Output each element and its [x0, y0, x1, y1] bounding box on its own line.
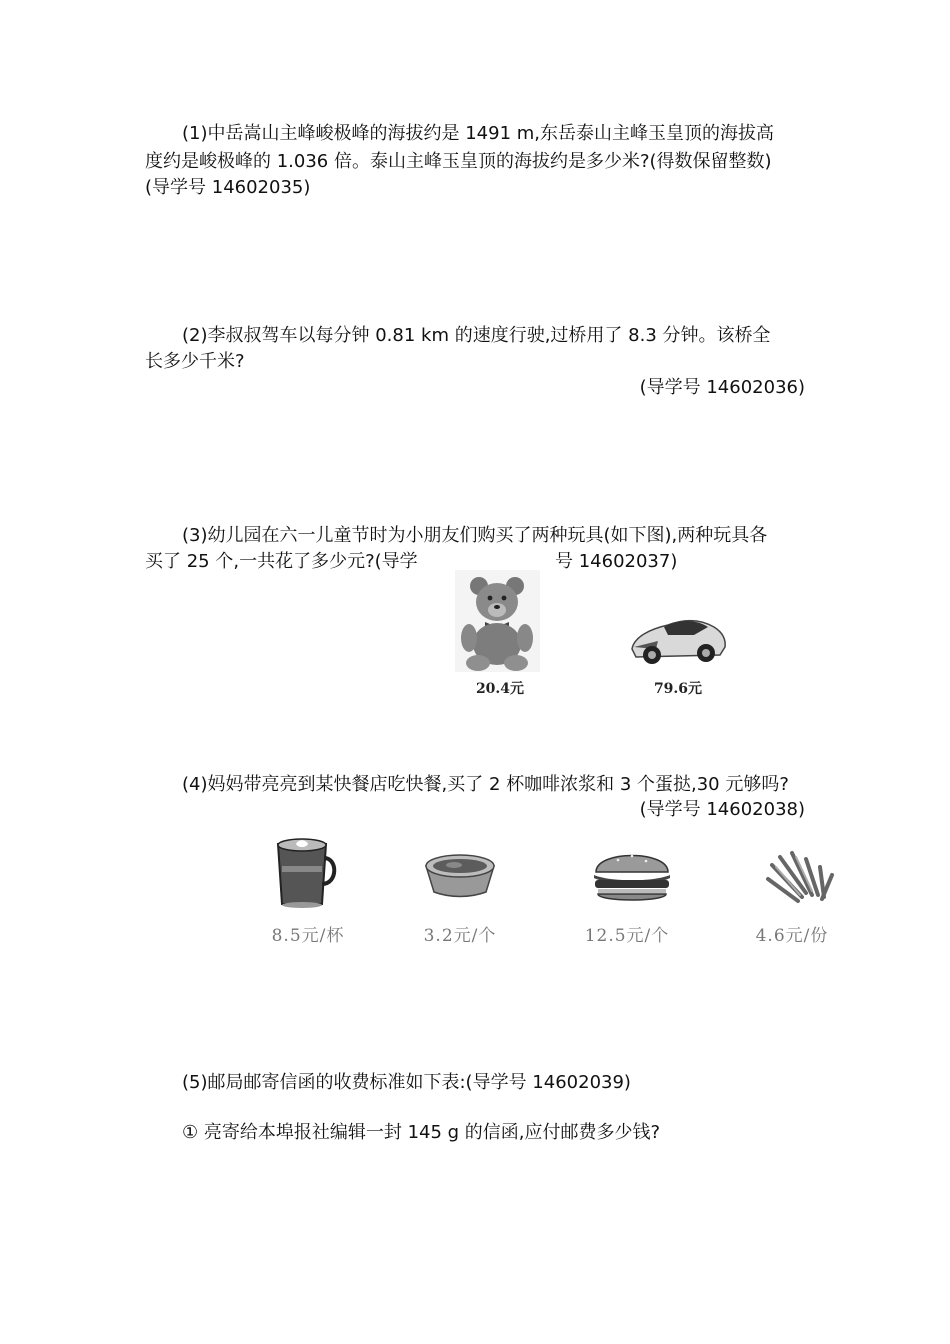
- problem-2-ref: (导学号 14602036): [639, 377, 805, 398]
- toy-car-price: 79.6元: [653, 681, 703, 697]
- french-fries-icon: [762, 845, 840, 905]
- problem-4-line-1: (4)妈妈带亮亮到某快餐店吃快餐,买了 2 杯咖啡浓浆和 3 个蛋挞,30 元够吗?: [182, 774, 789, 795]
- problem-3-line-1: (3)幼儿园在六一儿童节时为小朋友们购买了两种玩具(如下图),两种玩具各: [182, 525, 768, 546]
- problem-3-line-2a: 买了 25 个,一共花了多少元?(导学: [145, 551, 418, 572]
- hamburger-price: 12.5元/个: [584, 926, 670, 946]
- hamburger-icon: [590, 842, 674, 906]
- french-fries-price: 4.6元/份: [755, 926, 829, 946]
- problem-1-ref: (导学号 14602035): [145, 177, 311, 198]
- teddy-bear-icon: [455, 570, 540, 672]
- problem-5-line-1: (5)邮局邮寄信函的收费标准如下表:(导学号 14602039): [182, 1072, 631, 1093]
- problem-1-line-2: 度约是峻极峰的 1.036 倍。泰山主峰玉皇顶的海拔约是多少米?(得数保留整数): [145, 151, 772, 172]
- coffee-cup-icon: [270, 836, 340, 910]
- egg-tart-price: 3.2元/个: [423, 926, 497, 946]
- teddy-bear-price: 20.4元: [475, 681, 525, 697]
- problem-4-ref: (导学号 14602038): [639, 799, 805, 820]
- coffee-price: 8.5元/杯: [271, 926, 345, 946]
- problem-2-line-2: 长多少千米?: [145, 351, 245, 372]
- egg-tart-icon: [420, 848, 500, 900]
- problem-2-line-1: (2)李叔叔驾车以每分钟 0.81 km 的速度行驶,过桥用了 8.3 分钟。该桥全: [182, 325, 771, 346]
- problem-1-line-1: (1)中岳嵩山主峰峻极峰的海拔约是 1491 m,东岳泰山主峰玉皇顶的海拔高: [182, 123, 775, 144]
- problem-3-line-2b: 号 14602037): [555, 551, 678, 572]
- problem-5-sub-1: ① 亮寄给本埠报社编辑一封 145 g 的信函,应付邮费多少钱?: [182, 1122, 661, 1143]
- toy-car-icon: [628, 605, 728, 667]
